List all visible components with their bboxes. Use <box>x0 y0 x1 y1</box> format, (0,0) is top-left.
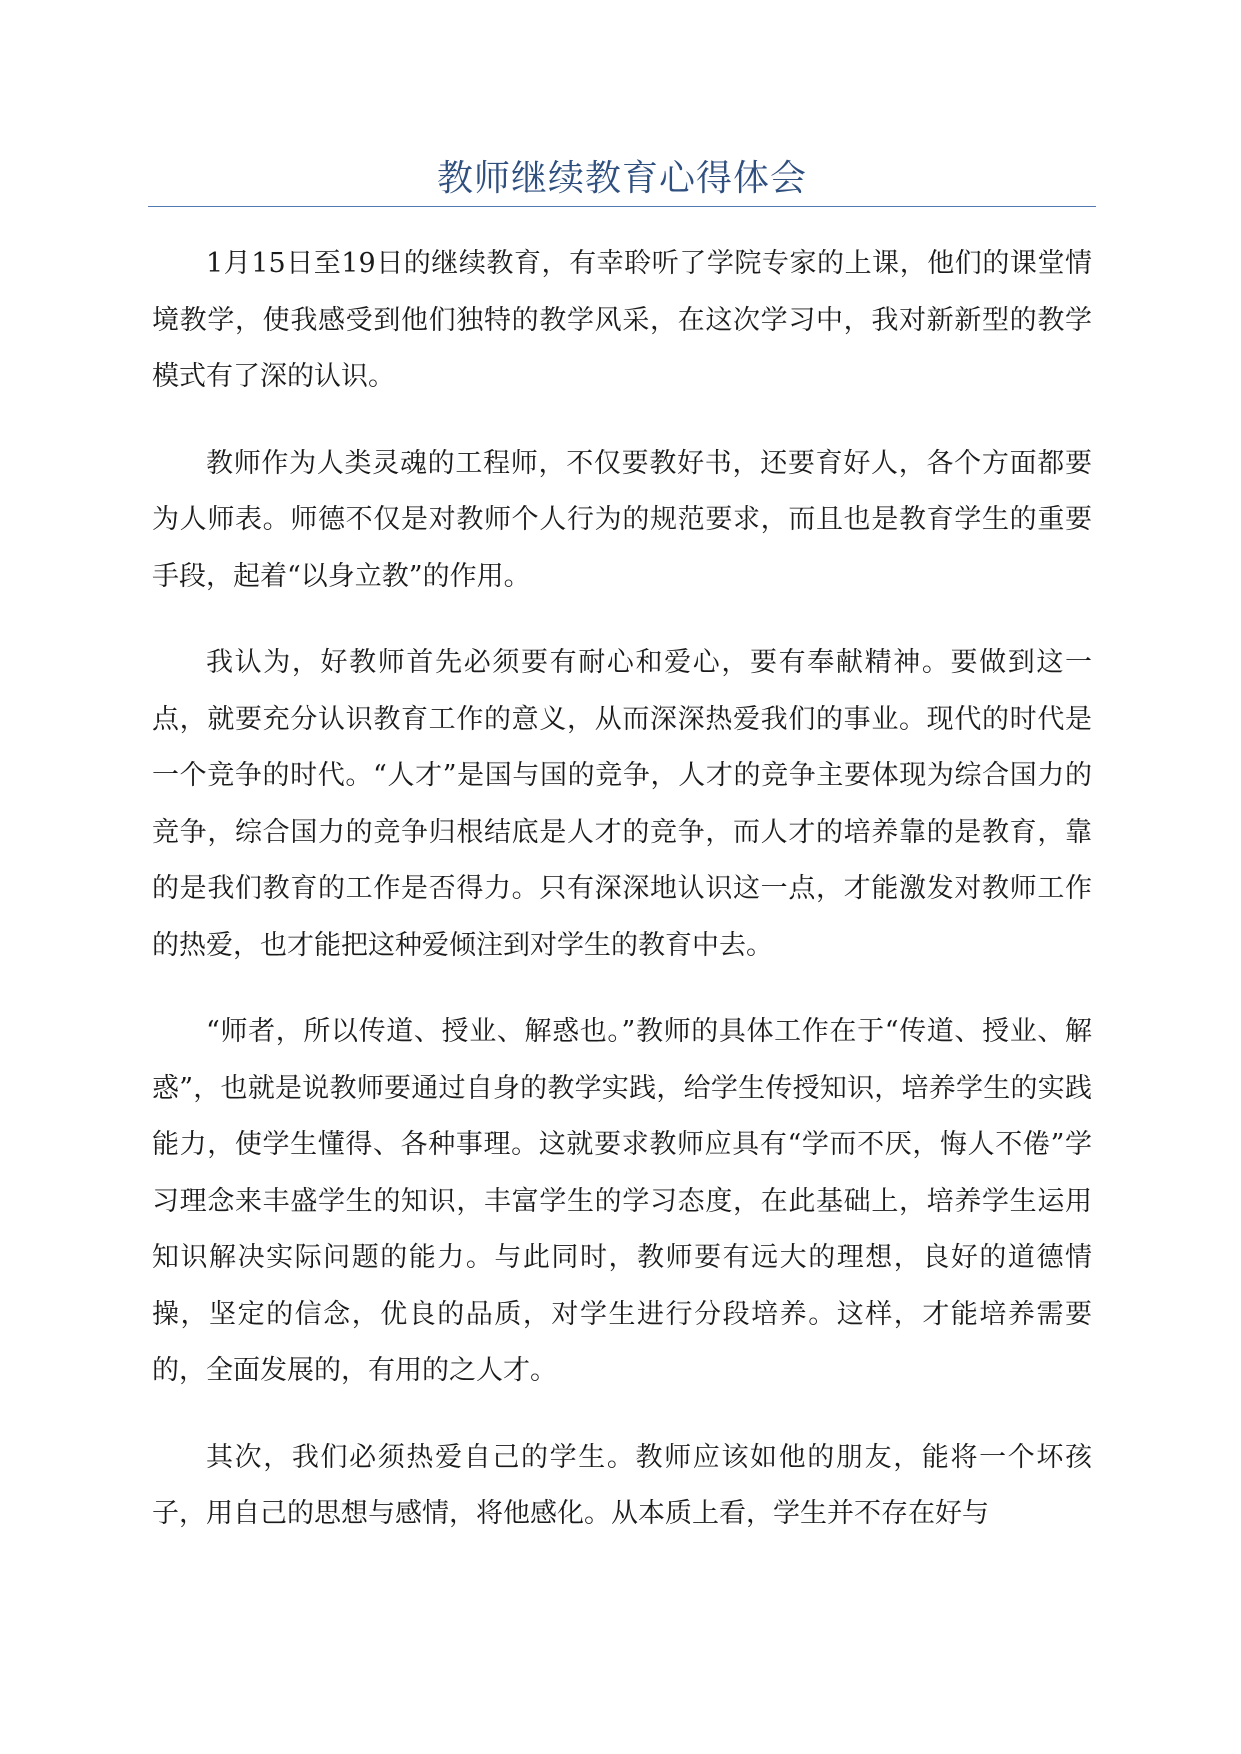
title-divider <box>148 206 1096 207</box>
document-body <box>152 236 1092 1543</box>
paragraph-4: “师者，所以传道、授业、解惑也。”教师的具体工作在于“传道、授业、解惑”，也就是说教师要通过自身的教学实践，给学生传授知识，培养学生的实践能力，使学生懂得、各种事理。这就要求教师应具有“学而不厌，悔人不倦”学习理念来丰盛学生的知识，丰富学生的学习态度，在此基础上，培养学生运用知识解决实际问题的能力。与此同时，教师要有远大的理想，良好的道德情操，坚定的信念，优良的品质，对学生进行分段培养。这样，才能培养需要的，全面发展的，有用的之人才。 <box>152 1016 1092 1386</box>
document-title: 教师继续教育心得体会 <box>436 158 807 199</box>
paragraph-1: 1月15日至19日的继续教育，有幸聆听了学院专家的上课，他们的课堂情境教学，使我感受到他们独特的教学风采，在这次学习中，我对新新型的教学模式有了深的认识。 <box>152 248 1092 392</box>
paragraph-5: 其次，我们必须热爱自己的学生。教师应该如他的朋友，能将一个坏孩子，用自己的思想与感情，将他感化。从本质上看，学生并不存在好与 <box>152 1441 1092 1529</box>
paragraph-3: 我认为，好教师首先必须要有耐心和爱心，要有奉献精神。要做到这一点，就要充分认识教育工作的意义，从而深深热爱我们的事业。现代的时代是一个竞争的时代。“人才”是国与国的竞争，人才的竞争主要体现为综合国力的竞争，综合国力的竞争归根结底是人才的竞争，而人才的培养靠的是教育，靠的是我们教育的工作是否得力。只有深深地认识这一点，才能激发对教师工作的热爱，也才能把这种爱倾注到对学生的教育中去。 <box>152 647 1092 961</box>
paragraph-2: 教师作为人类灵魂的工程师，不仅要教好书，还要育好人，各个方面都要为人师表。师德不仅是对教师个人行为的规范要求，而且也是教育学生的重要手段，起着“以身立教”的作用。 <box>152 447 1092 592</box>
